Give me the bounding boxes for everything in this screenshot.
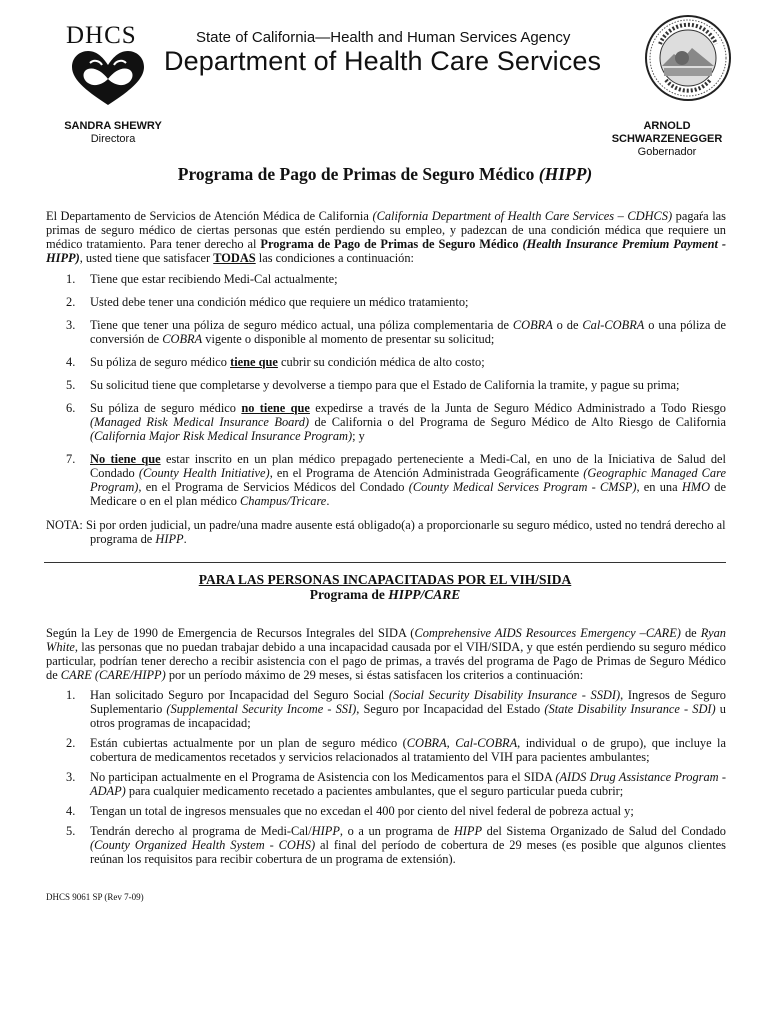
- intro-text: , usted tiene que satisfacer: [79, 251, 214, 265]
- care-intro-paragraph: [46, 626, 726, 682]
- item-number: 5.: [66, 824, 76, 838]
- item-number: 4.: [66, 804, 76, 818]
- intro-text: El Departamento de Servicios de Atención Médica de California: [46, 209, 373, 223]
- list-item: [46, 688, 726, 730]
- state-seal-icon: [644, 14, 732, 102]
- item-text: (State Disability Insurance - SDI): [544, 702, 716, 716]
- item-number: 5.: [66, 378, 76, 392]
- item-text: , en el Programa de Servicios Médicos del Condado: [138, 480, 409, 494]
- nota-text: .: [183, 532, 187, 546]
- director-title: Directora: [90, 133, 136, 145]
- form-id: DHCS 9061 SP (Rev 7-09): [46, 892, 144, 902]
- care-text: de: [680, 626, 701, 640]
- list-item: [46, 770, 726, 798]
- list-item: [46, 736, 726, 764]
- item-text: COBRA, Cal-COBRA: [406, 736, 518, 750]
- item-text: Tiene que estar recibiendo Medi-Cal actualmente;: [90, 272, 338, 286]
- governor-name: ARNOLD SCHWARZENEGGER: [611, 120, 723, 145]
- dhcs-logo: [66, 22, 152, 108]
- item-text: estar inscrito en un plan médico prepagado perteneciente a Medi-Cal, en uno de la Iniciativa de Salud del Condado: [90, 452, 726, 480]
- item-text: Usted debe tener una condición médico que requiere un médico tratamiento;: [90, 295, 469, 309]
- item-text: (Geographic Managed Care Program): [90, 466, 726, 494]
- criteria-list: [46, 688, 726, 866]
- item-text: u otros programas de incapacidad;: [90, 702, 726, 730]
- item-text: al final del período de cobertura de 29 meses (es posible que algunos clientes reúnan los requisitos para recibir cobertura de un programa de extensión).: [90, 838, 726, 866]
- heart-hands-icon: [68, 49, 148, 109]
- director-name: SANDRA SHEWRY: [64, 120, 162, 132]
- item-number: 4.: [66, 355, 76, 369]
- item-text: o una póliza de conversión de: [90, 318, 727, 346]
- item-text: (County Health Initiative): [138, 466, 270, 480]
- list-item: [46, 318, 726, 346]
- subheading-text: Programa de: [309, 587, 389, 602]
- item-text: .: [326, 494, 330, 508]
- item-text: Su solicitud tiene que completarse y devolverse a tiempo para que el Estado de California la tramite, y pague su prima;: [90, 378, 680, 392]
- governor-block: [587, 120, 747, 159]
- item-text: expedirse a través de la Junta de Seguro Médico Administrado a Todo Riesgo: [309, 401, 726, 415]
- list-item: [46, 401, 726, 443]
- item-text: Están cubiertas actualmente por un plan de seguro médico (: [90, 736, 407, 750]
- care-text: por un período máximo de 29 meses, si éstas satisfacen los criterios a continuación:: [165, 668, 584, 682]
- department-name: Department of Health Care Services: [164, 46, 602, 76]
- item-number: 3.: [66, 770, 76, 784]
- agency-line: State of California—Health and Human Services Agency: [196, 29, 571, 46]
- item-number: 1.: [66, 688, 76, 702]
- intro-text: (Health Insurance Premium Payment - HIPP): [46, 237, 726, 265]
- item-text: tiene que: [230, 355, 278, 369]
- item-text: Tiene que tener una póliza de seguro médico actual, una póliza complementaria de: [90, 318, 513, 332]
- item-text: ; y: [352, 429, 365, 443]
- item-text: Champus/Tricare: [240, 494, 327, 508]
- nota-text: HIPP: [155, 532, 184, 546]
- item-text: (Social Security Disability Insurance - SSDI): [388, 688, 621, 702]
- item-text: (AIDS Drug Assistance Program - ADAP): [90, 770, 727, 798]
- item-number: 3.: [66, 318, 76, 332]
- item-number: 2.: [66, 736, 76, 750]
- item-text: Su póliza de seguro médico: [90, 355, 231, 369]
- list-item: [46, 804, 726, 818]
- intro-text: pagaŕa las primas de seguro médico de ciertas personas que estén perdiendo su empleo, y padezcan de una condición médica que requiere un médico tratamiento. Para tener derecho al: [46, 209, 726, 251]
- page-title: [0, 164, 770, 185]
- care-text: Según la Ley de 1990 de Emergencia de Recursos Integrales del SIDA (: [46, 626, 415, 640]
- list-item: [46, 295, 726, 309]
- item-text: de Medicare o en el plan médico: [90, 480, 726, 508]
- subheading-text: HIPP/CARE: [388, 587, 461, 602]
- title-main: Programa de Pago de Primas de Seguro Médico: [177, 164, 539, 184]
- item-text: No participan actualmente en el Programa de Asistencia con los Medicamentos para el SIDA: [90, 770, 556, 784]
- intro-text: Programa de Pago de Primas de Seguro Médico: [260, 237, 519, 251]
- list-item: [46, 378, 726, 392]
- care-text: , las personas que no puedan trabajar debido a una incapacidad causada por el VIH/SIDA, y que estén perdiendo su seguro médico particular, podrían tener derecho a recibir asistencia con el pago de primas, a través del programa de Pago de Primas de Seguro Médico de: [46, 640, 726, 682]
- item-text: , o a un programa de: [339, 824, 454, 838]
- governor-title: Gobernador: [637, 146, 697, 158]
- item-text: Tendrán derecho al programa de Medi-Cal/: [90, 824, 312, 838]
- intro-text: (California Department of Health Care Services – CDHCS): [372, 209, 673, 223]
- item-text: (Managed Risk Medical Insurance Board): [90, 415, 310, 429]
- item-number: 1.: [66, 272, 76, 286]
- section-subheading: [0, 587, 770, 603]
- care-text: Comprehensive AIDS Resources Emergency –CARE): [414, 626, 681, 640]
- item-text: Han solicitado Seguro por Incapacidad del Seguro Social: [90, 688, 389, 702]
- item-text: cubrir su condición médica de alto costo;: [277, 355, 485, 369]
- item-text: del Sistema Organizado de Salud del Condado: [482, 824, 726, 838]
- nota-text: NOTA: Si por orden judicial, un padre/una madre ausente está obligado(a) a proporcionarle su seguro médico, usted no tendrá derecho al programa de: [46, 518, 726, 546]
- item-text: HIPP: [453, 824, 483, 838]
- item-text: no tiene que: [241, 401, 310, 415]
- item-number: 7.: [66, 452, 76, 466]
- item-text: (California Major Risk Medical Insurance Program): [90, 429, 353, 443]
- intro-paragraph: [46, 209, 726, 265]
- item-text: , Seguro por Incapacidad del Estado: [356, 702, 545, 716]
- section-divider: [44, 562, 726, 563]
- item-text: , Ingresos de Seguro Suplementario: [90, 688, 726, 716]
- item-text: No tiene que: [90, 452, 161, 466]
- item-text: para cualquier medicamento recetado a pacientes ambulantes, que el seguro particular pueda cubrir;: [125, 784, 624, 798]
- item-text: Su póliza de seguro médico: [90, 401, 242, 415]
- item-text: , en el Programa de Atención Administrada Geográficamente: [269, 466, 584, 480]
- section-heading: PARA LAS PERSONAS INCAPACITADAS POR EL VIH/SIDA: [198, 572, 572, 587]
- list-item: [46, 824, 726, 866]
- item-number: 6.: [66, 401, 76, 415]
- intro-text: TODAS: [213, 251, 256, 265]
- list-item: [46, 355, 726, 369]
- item-text: Tengan un total de ingresos mensuales que no excedan el 400 por ciento del nivel federal de pobreza actual y;: [90, 804, 634, 818]
- item-number: 2.: [66, 295, 76, 309]
- item-text: HMO: [681, 480, 711, 494]
- item-text: de California o del Programa de Seguro Médico de Alto Riesgo de California: [309, 415, 726, 429]
- item-text: (County Medical Services Program - CMSP): [408, 480, 637, 494]
- care-text: CARE (CARE/HIPP): [60, 668, 166, 682]
- item-text: , individual o de grupo), que incluye la cobertura de medicamentos recetados y servicios relacionados al tratamiento del VIH para pacientes ambulantes;: [90, 736, 726, 764]
- item-text: COBRA: [162, 332, 203, 346]
- title-acronym: (HIPP): [538, 164, 593, 184]
- item-text: (County Organized Health System - COHS): [90, 838, 316, 852]
- item-text: Cal-COBRA: [582, 318, 645, 332]
- care-text: Ryan White: [46, 626, 726, 654]
- intro-text: las condiciones a continuación:: [255, 251, 414, 265]
- director-block: [58, 120, 168, 146]
- item-text: vigente o disponible al momento de presentar su solicitud;: [202, 332, 495, 346]
- list-item: [46, 452, 726, 508]
- item-text: COBRA: [512, 318, 553, 332]
- conditions-list: [46, 272, 726, 508]
- item-text: o de: [552, 318, 583, 332]
- item-text: HIPP: [311, 824, 340, 838]
- logo-text: DHCS: [66, 22, 137, 49]
- item-text: (Supplemental Security Income - SSI): [166, 702, 357, 716]
- list-item: [46, 272, 726, 286]
- nota-note: [46, 518, 726, 546]
- item-text: , en una: [636, 480, 682, 494]
